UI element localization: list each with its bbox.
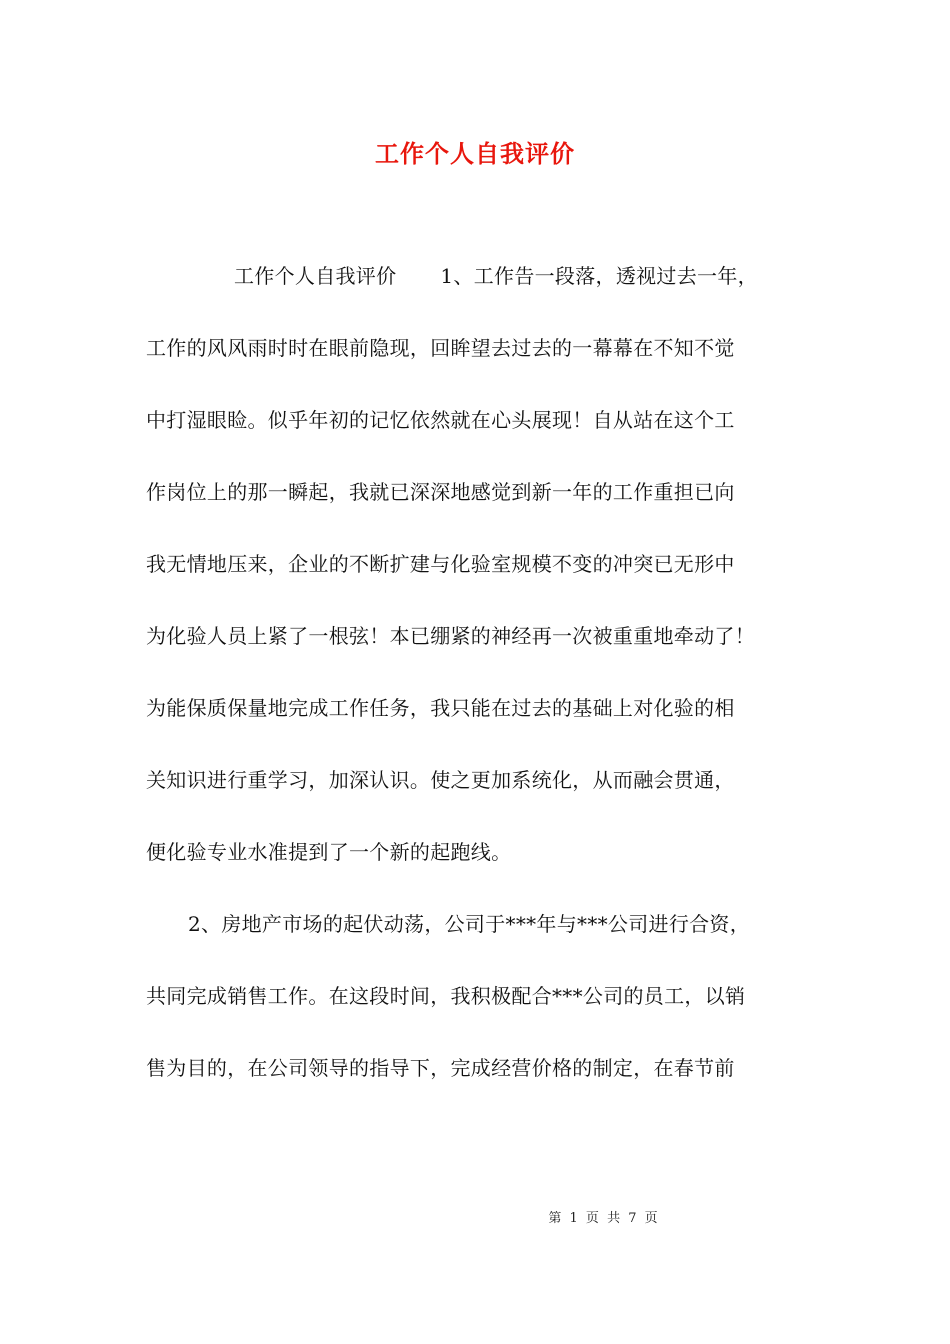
paragraph-1-line-1 [146, 264, 806, 336]
footer-prefix: 第 [548, 1211, 562, 1226]
paragraph-1-line: 我无情地压来，企业的不断扩建与化验室规模不变的冲突已无形中 [146, 552, 735, 576]
paragraph-1-line: 工作的风风雨时时在眼前隐现，回眸望去过去的一幕幕在不知不觉 [146, 336, 735, 360]
document-body [146, 264, 806, 1128]
paragraph-1-line: 为能保质保量地完成工作任务，我只能在过去的基础上对化验的相 [146, 696, 735, 720]
footer-page-word: 页 [585, 1211, 599, 1226]
paragraph-1-line: 作岗位上的那一瞬起，我就已深深地感觉到新一年的工作重担已向 [146, 480, 735, 504]
document-title: 工作个人自我评价 [375, 139, 575, 168]
current-page-number: 1 [569, 1211, 578, 1226]
paragraph-1-line: 为化验人员上紧了一根弦！本已绷紧的神经再一次被重重地牵动了！ [146, 624, 755, 648]
total-page-count: 7 [628, 1211, 637, 1226]
paragraph-1-line-1-text: 1、工作告一段落，透视过去一年， [440, 264, 758, 288]
paragraph-2-line: 2、房地产市场的起伏动荡，公司于***年与***公司进行合资， [188, 912, 751, 936]
paragraph-2-line: 共同完成销售工作。在这段时间，我积极配合***公司的员工，以销 [146, 984, 746, 1008]
paragraph-1-line: 中打湿眼睑。似乎年初的记忆依然就在心头展现！自从站在这个工 [146, 408, 735, 432]
page-number-footer [0, 1210, 950, 1228]
footer-suffix: 页 [644, 1211, 658, 1226]
paragraph-1-line: 便化验专业水准提到了一个新的起跑线。 [146, 840, 512, 864]
footer-total-word: 共 [607, 1211, 621, 1226]
inline-heading: 工作个人自我评价 [234, 264, 397, 288]
paragraph-1-line: 关知识进行重学习，加深认识。使之更加系统化，从而融会贯通， [146, 768, 735, 792]
paragraph-2-line: 售为目的，在公司领导的指导下，完成经营价格的制定，在春节前 [146, 1056, 735, 1080]
